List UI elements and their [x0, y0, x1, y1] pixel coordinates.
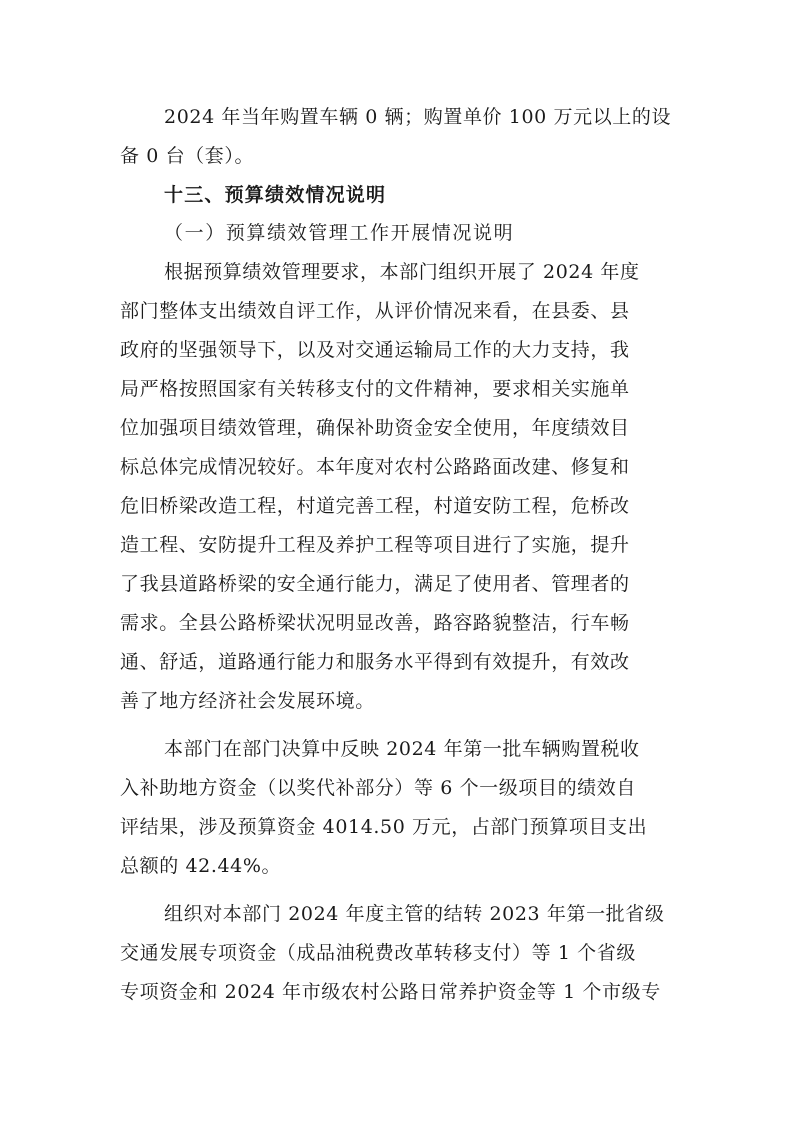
paragraph1-line-12: 善了地方经济社会发展环境。 — [120, 690, 375, 712]
paragraph3-line-2: 交通发展专项资金（成品油税费改革转移支付）等 1 个省级 — [120, 942, 636, 964]
paragraph1-line-8: 造工程、安防提升工程及养护工程等项目进行了实施，提升 — [120, 534, 630, 556]
paragraph1-line-1: 根据预算绩效管理要求，本部门组织开展了 2024 年度 — [164, 261, 640, 283]
section-title: 十三、预算绩效情况说明 — [164, 184, 387, 206]
paragraph1-line-7: 危旧桥梁改造工程，村道完善工程，村道安防工程，危桥改 — [120, 495, 630, 517]
paragraph1-line-4: 局严格按照国家有关转移支付的文件精神，要求相关实施单 — [120, 378, 630, 400]
paragraph2-line-4: 总额的 42.44%。 — [120, 855, 282, 877]
paragraph1-line-2: 部门整体支出绩效自评工作，从评价情况来看，在县委、县 — [120, 300, 630, 322]
paragraph2-line-3: 评结果，涉及预算资金 4014.50 万元，占部门预算项目支出 — [120, 816, 648, 838]
paragraph2-line-2: 入补助地方资金（以奖代补部分）等 6 个一级项目的绩效自 — [120, 777, 636, 799]
paragraph3-line-3: 专项资金和 2024 年市级农村公路日常养护资金等 1 个市级专 — [120, 981, 661, 1003]
paragraph1-line-11: 通、舒适，道路通行能力和服务水平得到有效提升，有效改 — [120, 651, 630, 673]
intro-line-2: 备 0 台（套）。 — [120, 145, 255, 167]
paragraph1-line-5: 位加强项目绩效管理，确保补助资金安全使用，年度绩效目 — [120, 417, 630, 439]
paragraph1-line-6: 标总体完成情况较好。本年度对农村公路路面改建、修复和 — [120, 456, 630, 478]
intro-line-1: 2024 年当年购置车辆 0 辆；购置单价 100 万元以上的设 — [164, 106, 672, 128]
paragraph2-line-1: 本部门在部门决算中反映 2024 年第一批车辆购置税收 — [164, 738, 640, 760]
paragraph1-line-3: 政府的坚强领导下，以及对交通运输局工作的大力支持，我 — [120, 339, 630, 361]
paragraph1-line-9: 了我县道路桥梁的安全通行能力，满足了使用者、管理者的 — [120, 573, 630, 595]
paragraph3-line-1: 组织对本部门 2024 年度主管的结转 2023 年第一批省级 — [164, 903, 665, 925]
paragraph1-line-10: 需求。全县公路桥梁状况明显改善，路容路貌整洁，行车畅 — [120, 612, 630, 634]
subsection-title: （一）预算绩效管理工作开展情况说明 — [164, 222, 515, 244]
